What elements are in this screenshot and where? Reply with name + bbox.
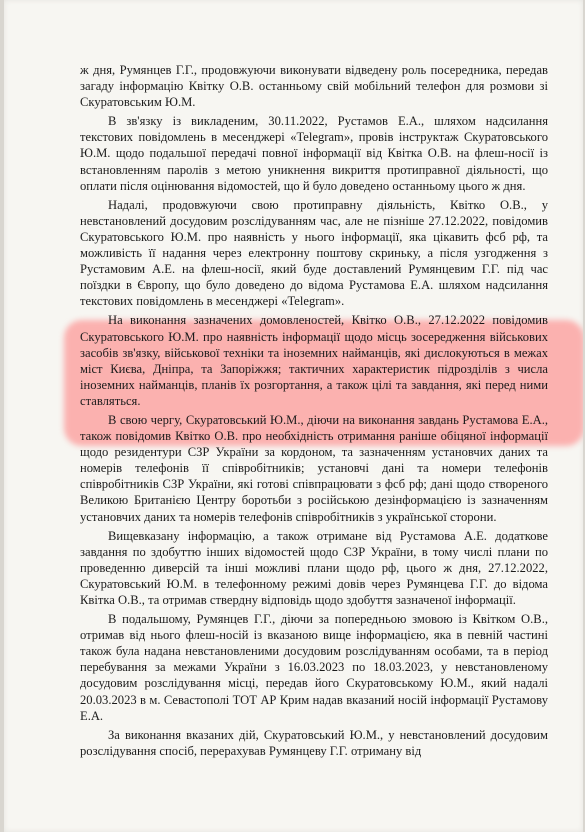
paragraph: Надалі, продовжуючи свою протиправну діяльність, Квітко О.В., у невстановлений досудовим розслідуванням час, але не пізніше 27.12.2022, повідомив Скуратовського Ю.М. про наявність у нього інформації, яка цікавить фсб рф, та можливість її надання через електронну поштову скриньку, а після узгодження з Рустамовим А.Е. на флеш-носії, який буде доставлений Румянцевим Г.Г. під час поїздки в Європу, що було доведено до відома Рустамова Е.А. шляхом надсилання текстових повідомлень в месенджері «Telegram». [80, 197, 548, 309]
paragraph: Вищевказану інформацію, а також отримане від Рустамова А.Е. додаткове завдання по здобуттю інших відомостей щодо СЗР України, в тому числі плани по проведенню диверсій та інші можливі плани щодо рф, цього ж дня, 27.12.2022, Скуратовський Ю.М. в телефонному режимі довів через Румянцева Г.Г. до відома Квітка О.В., та отримав ствердну відповідь щодо здобуття зазначеної інформації. [80, 528, 548, 607]
document-body [80, 62, 548, 759]
document-page [4, 0, 583, 832]
paragraph: В свою чергу, Скуратовський Ю.М., діючи на виконання завдань Рустамова Е.А., також повідомив Квітко О.В. про необхідність отримання раніше обіцяної інформації щодо резидентури СЗР України за кордоном, та зазначенням установчих даних та номерів телефонів її співробітників; установчі дані та номери телефонів співробітників СЗР України, які готові співпрацювати з фсб рф; дані щодо створеного Великою Британією Центру боротьби з російською дезінформацією із зазначенням установчих даних та номерів телефонів співробітників з української сторони. [80, 412, 548, 524]
paragraph: В зв'язку із викладеним, 30.11.2022, Рустамов Е.А., шляхом надсилання текстових повідомлень в месенджері «Telegram», провів інструктаж Скуратовського Ю.М. щодо подальшої передачі повної інформації від Квітка О.В. на флеш-носії із встановленням паролів з метою уникнення викриття протиправної діяльності, що оплати після оцінювання відомостей, що й було доведено останньому цього ж дня. [80, 114, 548, 193]
paragraph: За виконання вказаних дій, Скуратовський Ю.М., у невстановлений досудовим розслідування спосіб, перерахував Румянцеву Г.Г. отриману від [80, 727, 548, 758]
paragraph: ж дня, Румянцев Г.Г., продовжуючи виконувати відведену роль посередника, передав загаду інформацію Квітку О.В. останньому свій мобільний телефон для розмови зі Скуратовським Ю.М. [80, 63, 548, 110]
paragraph-highlighted: На виконання зазначених домовленостей, Квітко О.В., 27.12.2022 повідомив Скуратовського Ю.М. про наявність інформації щодо місць зосередження військових засобів зв'язку, військової техніки та іноземних найманців, які дислокуються в межах міст Києва, Дніпра, та Запоріжжя; тактичних характеристик підрозділів з числа іноземних найманців, планів їх розгортання, а також цілі та завдання, які перед ними ставляться. [80, 313, 548, 408]
paragraph: В подальшому, Румянцев Г.Г., діючи за попередньою змовою із Квітком О.В., отримав від нього флеш-носій із вказаною вище інформацією, яка в певній частині також була надана невстановленими досудовим розслідуванням особами, та в період перебування за межами України з 16.03.2023 по 18.03.2023, у невстановленому досудовим розслідування місці, передав його Скуратовському Ю.М., який надалі 20.03.2023 в м. Севастополі ТОТ АР Крим надав вказаний носій інформації Рустамову Е.А. [80, 612, 548, 723]
